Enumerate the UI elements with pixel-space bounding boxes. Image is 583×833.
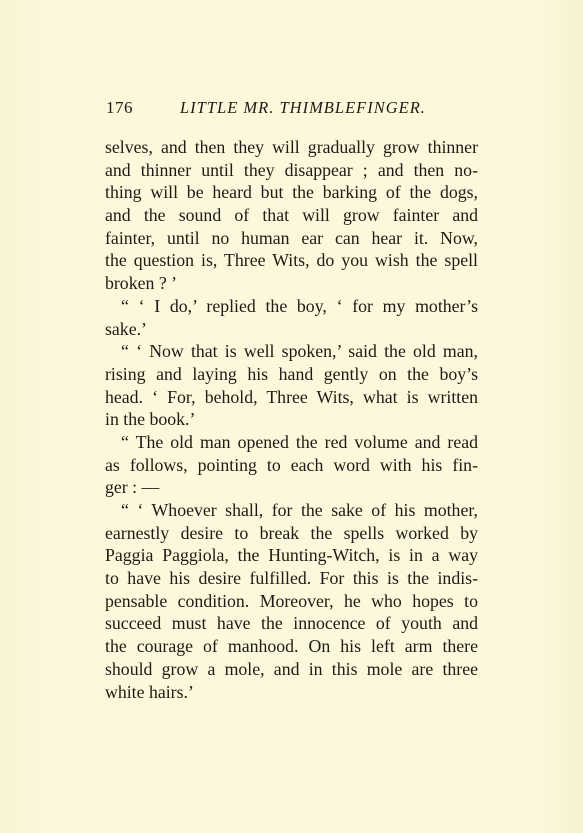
text-line: and the sound of that will grow fainter and (105, 205, 478, 226)
text-line: white hairs.’ (105, 681, 194, 702)
text-line: “ ‘ Now that is well spoken,’ said the old man, (121, 341, 478, 362)
page-header (106, 98, 486, 122)
text-line: broken ? ’ (105, 273, 178, 294)
text-line: ger : — (105, 477, 160, 498)
text-line: “ ‘ I do,’ replied the boy, ‘ for my mother’s (121, 295, 478, 316)
text-line: sake.’ (105, 318, 147, 339)
text-line: to have his desire fulfilled. For this is the indis- (105, 568, 478, 589)
text-line: as follows, pointing to each word with his fin- (105, 454, 478, 475)
text-line: succeed must have the innocence of youth and (105, 613, 478, 634)
body-text (105, 136, 478, 703)
text-line: thing will be heard but the barking of the dogs, (105, 182, 478, 203)
text-line: the question is, Three Wits, do you wish the spell (105, 250, 478, 271)
text-line: selves, and then they will gradually grow thinner (105, 137, 478, 157)
text-line: the courage of manhood. On his left arm there (105, 636, 478, 657)
text-line: “ The old man opened the red volume and read (121, 431, 478, 452)
text-line: should grow a mole, and in this mole are three (105, 658, 478, 679)
text-line: rising and laying his hand gently on the boy’s (105, 363, 478, 384)
text-line: head. ‘ For, behold, Three Wits, what is written (105, 386, 478, 407)
text-line: fainter, until no human ear can hear it. Now, (105, 227, 478, 248)
running-title: LITTLE MR. THIMBLEFINGER. (180, 98, 426, 117)
page-number: 176 (106, 98, 133, 117)
text-line: pensable condition. Moreover, he who hopes to (105, 590, 478, 611)
text-line: earnestly desire to break the spells worked by (105, 522, 478, 543)
text-line: Paggia Paggiola, the Hunting-Witch, is in a way (105, 545, 478, 566)
text-line: and thinner until they disappear ; and then no- (105, 159, 478, 180)
text-line: “ ‘ Whoever shall, for the sake of his mother, (121, 500, 478, 520)
text-line: in the book.’ (105, 409, 196, 430)
